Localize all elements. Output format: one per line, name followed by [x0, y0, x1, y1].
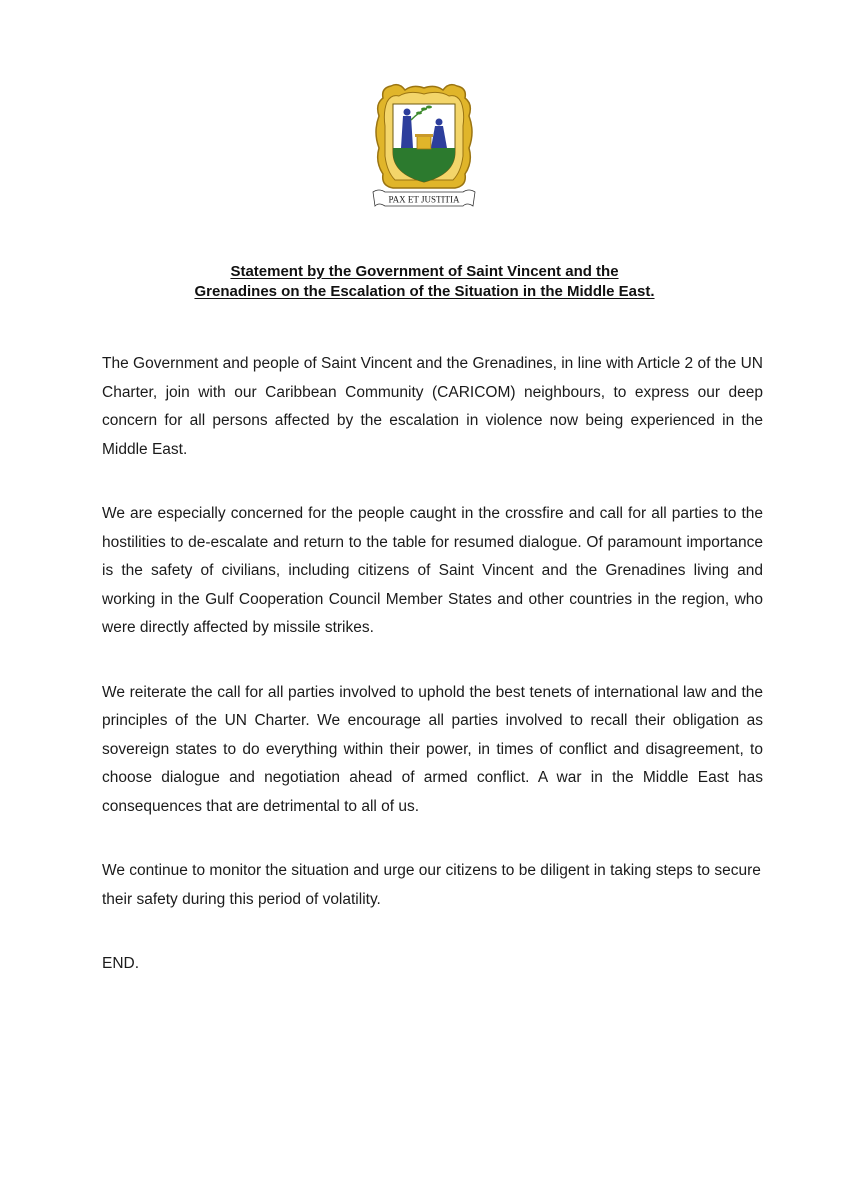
title-line-2: Grenadines on the Escalation of the Situation in the Middle East.	[194, 283, 655, 300]
paragraph-1: The Government and people of Saint Vincent and the Grenadines, in line with Article 2 of the UN Charter, join with our Caribbean Community (CARICOM) neighbours, to express our deep concern for all persons affected by the escalation in violence now being experienced in the Middle East.	[102, 355, 763, 458]
end-marker: END.	[102, 955, 140, 972]
motto-scroll-text: PAX ET JUSTITIA	[388, 194, 460, 205]
paragraph-3: We reiterate the call for all parties involved to uphold the best tenets of international law and the principles of the UN Charter. We encourage all parties involved to recall their obligation as sovereign states to do everything within their power, in times of conflict and disagreement, to choose dialogue and negotiation ahead of armed conflict. A war in the Middle East has consequences that are detrimental to all of us.	[102, 683, 763, 815]
statement-body	[102, 350, 763, 1015]
statement-title	[100, 262, 749, 302]
paragraph-2: We are especially concerned for the people caught in the crossfire and call for all parties to the hostilities to de-escalate and return to the table for resumed dialogue. Of paramount importance is the safety of civilians, including citizens of Saint Vincent and the Grenadines living and working in the Gulf Cooperation Council Member States and other countries in the region, who were directly affected by missile strikes.	[102, 505, 763, 636]
title-line-1: Statement by the Government of Saint Vincent and the	[230, 263, 619, 280]
paragraph-4: We continue to monitor the situation and urge our citizens to be diligent in taking steps to secure their safety during this period of volatility.	[102, 862, 761, 908]
coat-of-arms-emblem	[369, 82, 479, 216]
